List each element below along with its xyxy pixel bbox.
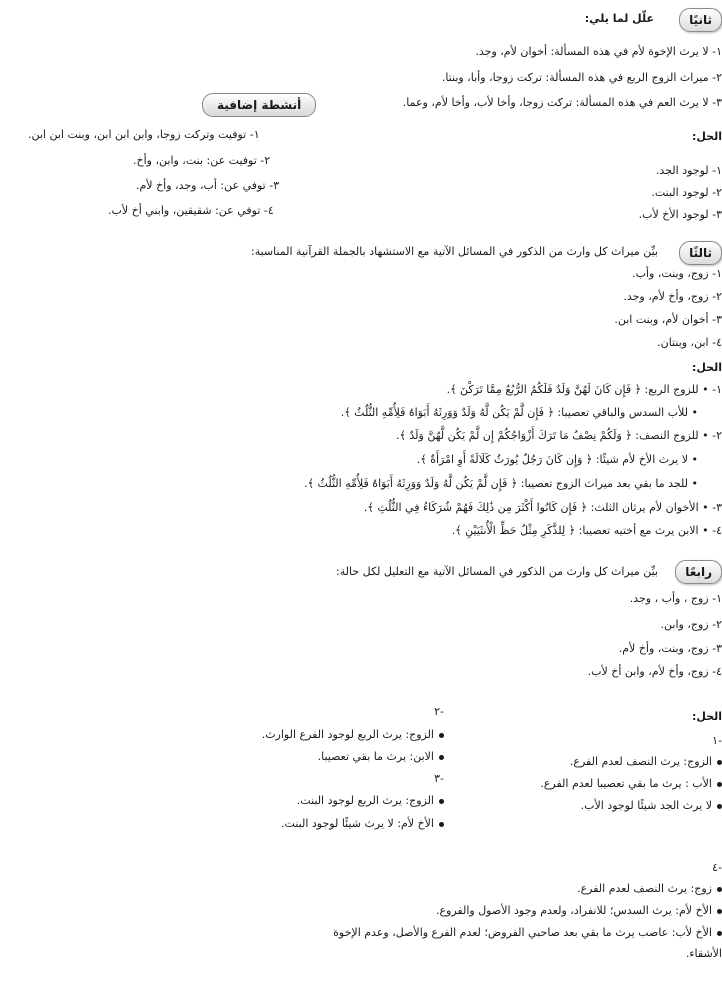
- extra-activity-item: ٢- توفيت عن: بنت، وابن، وأخ.: [133, 154, 271, 167]
- solution-label: الحل:: [691, 130, 722, 143]
- answer-text: الأخ لأم: لا يرث شيئًا لوجود البنت.: [281, 817, 434, 830]
- extra-activity-item: ٤- توفي عن: شقيقين، وابني أخ لأب.: [108, 204, 274, 217]
- question-item: ٤- زوج، وأخ لأم، وابن أخ لأب.: [587, 665, 722, 678]
- question-item: ٤- ابن، وبنتان.: [657, 336, 722, 349]
- answer-text: الزوج: يرث الربع لوجود الفرع الوارث.: [261, 728, 434, 741]
- answer-text: الأب : يرث ما بقي تعصيبا لعدم الفرع.: [540, 777, 712, 790]
- bullet-dot: [439, 733, 444, 738]
- answer-item: ٢- لوجود البنت.: [651, 186, 722, 199]
- bullet-dot: [717, 909, 722, 914]
- question-item: ٢- زوج، وابن.: [660, 618, 722, 631]
- answer-text: الأخ لأم: يرث السدس؛ للانفراد، ولعدم وجود الأصول والفروع.: [435, 904, 712, 917]
- answer-number: -٤: [712, 861, 722, 874]
- answer-item: [281, 816, 444, 832]
- answer-text: الأخ لأب: عاصب يرث ما بقي بعد صاحبي الفروض؛ لعدم الفرع والأصل، وعدم الإخوة: [333, 926, 712, 939]
- answer-item: [318, 749, 444, 765]
- bullet-dot: [717, 931, 722, 936]
- answer-item: ١- • للزوج الربع: ﴿ فَإِن كَانَ لَهُنَّ وَلَدٌ فَلَكُمُ الرُّبُعُ مِمَّا تَرَكْنَ ﴾.: [446, 383, 722, 396]
- answer-item: ١- لوجود الجد.: [655, 164, 722, 177]
- question-item: ١- لا يرث الإخوة لأم في هذه المسألة: أخوان لأم، وجد.: [475, 45, 722, 58]
- bullet-dot: [717, 760, 722, 765]
- answer-text: الزوج: يرث الربع لوجود البنت.: [296, 794, 434, 807]
- answer-item: [436, 903, 722, 919]
- answer-number: -٢: [434, 705, 444, 718]
- section-badge-third: ثالثًا: [679, 241, 722, 265]
- extra-activity-item: ٣- توفي عن: أب، وجد، وأخ لأم.: [136, 179, 280, 192]
- extra-activity-item: ١- توفيت وتركت زوجا، وابن ابن ابن، وبنت ابن ابن.: [28, 128, 260, 141]
- question-item: ٢- ميراث الزوج الربع في هذه المسألة: تركت زوجا، وأبا، وبنتا.: [441, 71, 722, 84]
- answer-item: [581, 798, 722, 814]
- answer-item: ٣- لوجود الأخ لأب.: [638, 208, 722, 221]
- question-item: ٣- أخوان لأم، وبنت ابن.: [614, 313, 722, 326]
- question-item: ٣- زوج، وبنت، وأخ لأم.: [618, 642, 722, 655]
- answer-item: [570, 754, 722, 770]
- bullet-dot: [717, 887, 722, 892]
- answer-item: • للجد ما بقي بعد ميراث الزوج تعصيبا: ﴿ فَإِن لَّمْ يَكُن لَّهُ وَلَدٌ وَوَرِثَهُ أَبَوَاهُ فَلِأُمِّهِ الثُّلُثُ ﴾.: [304, 477, 698, 490]
- section-badge-fourth: رابعًا: [675, 560, 722, 584]
- solution-label: الحل:: [691, 361, 722, 374]
- question-item: ٣- لا يرث العم في هذه المسألة: تركت زوجا، وأخا لأب، وأخا لأم، وعما.: [402, 96, 722, 109]
- answer-item: [577, 881, 722, 897]
- answer-text-continuation: الأشقاء.: [685, 947, 722, 960]
- section-badge-second: ثانيًا: [679, 8, 722, 32]
- extra-activities-badge: أنشطة إضافية: [202, 93, 316, 117]
- answer-text: زوج: يرث النصف لعدم الفرع.: [577, 882, 712, 895]
- answer-item: [262, 727, 444, 743]
- answer-item: ٢- • للزوج النصف: ﴿ وَلَكُمْ نِصْفُ مَا تَرَكَ أَزْوَاجُكُمْ إِن لَّمْ يَكُن لَّهُنَّ وَلَدٌ ﴾.: [395, 429, 722, 442]
- bullet-dot: [439, 822, 444, 827]
- question-item: ٢- زوج، وأخ لأم، وجد.: [623, 290, 722, 303]
- bullet-dot: [717, 782, 722, 787]
- answer-text: الابن: يرث ما بقي تعصيبا.: [317, 750, 434, 763]
- question-item: ١- زوج ، وأب ، وجد.: [629, 592, 722, 605]
- bullet-dot: [439, 755, 444, 760]
- solution-label: الحل:: [691, 710, 722, 723]
- answer-item: • للأب السدس والباقي تعصيبا: ﴿ فَإِن لَّمْ يَكُن لَّهُ وَلَدٌ وَوَرِثَهُ أَبَوَاهُ فَلِأُمِّهِ الثُّلُثُ ﴾.: [340, 406, 698, 419]
- answer-number: -١: [712, 734, 722, 747]
- question-item: ١- زوج، وبنت، وأب.: [632, 267, 722, 280]
- answer-text: لا يرث الجد شيئًا لوجود الأب.: [580, 799, 712, 812]
- bullet-dot: [439, 799, 444, 804]
- answer-item: ٣- • الأخوان لأم يرثان الثلث: ﴿ فَإِن كَانُوا أَكْثَرَ مِن ذَٰلِكَ فَهُمْ شُرَكَاءُ فِي الثُّلُثِ ﴾.: [363, 501, 722, 514]
- answer-item: ٤- • الابن يرث مع أختيه تعصيبا: ﴿ لِلذَّكَرِ مِثْلُ حَظِّ الْأُنثَيَيْنِ ﴾.: [451, 524, 722, 537]
- section-intro: علّل لما يلي:: [584, 12, 654, 25]
- section-intro: بيِّن ميراث كل وارث من الذكور في المسائل الآتية مع الاستشهاد بالجملة القرآنية المناسبة:: [250, 245, 658, 258]
- answer-text: الزوج: يرث النصف لعدم الفرع.: [569, 755, 712, 768]
- answer-item: [540, 776, 722, 792]
- section-intro: بيِّن ميراث كل وارث من الذكور في المسائل الآتية مع التعليل لكل حالة:: [336, 565, 658, 578]
- answer-item: [333, 925, 722, 941]
- answer-item: • لا يرث الأخ لأم شيئًا: ﴿ وَإِن كَانَ رَجُلٌ يُورَثُ كَلَالَةً أَوِ امْرَأَةٌ ﴾.: [416, 453, 698, 466]
- bullet-dot: [717, 804, 722, 809]
- answer-item: [297, 793, 444, 809]
- answer-number: -٣: [434, 772, 444, 785]
